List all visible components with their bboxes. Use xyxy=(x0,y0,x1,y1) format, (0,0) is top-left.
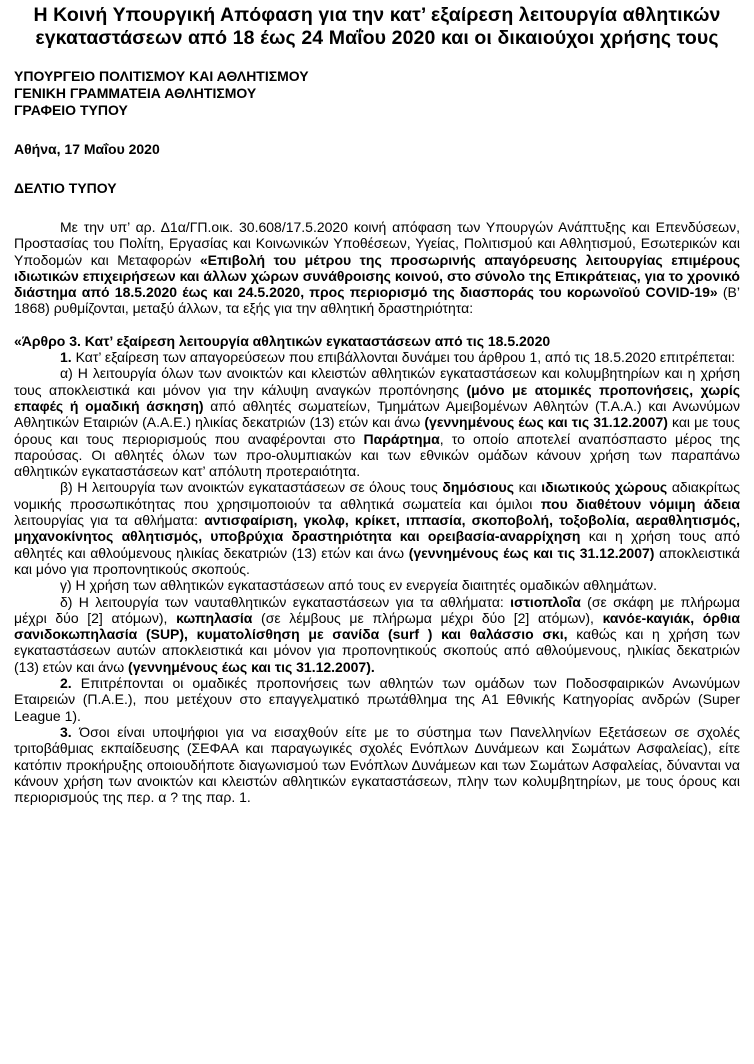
paragraph-2-number: 2. xyxy=(60,675,72,692)
clause-a-bold-3: Παράρτημα xyxy=(363,430,440,447)
clause-b-bold-2: ιδιωτικούς χώρους xyxy=(541,479,668,496)
clause-d-text-2: (σε σκάφη με πλήρωμα μέχρι δύο [2] ατόμων), xyxy=(14,593,741,626)
paragraph-1 xyxy=(14,349,740,365)
intro-text-1: Με την υπ’ αρ. Δ1α/ΓΠ.οικ. 30.608/17.5.2020 κοινή απόφαση των Υπουργών Ανάπτυξης και Επενδύσεων, Προστασίας του Πολίτη, Εργασίας και Κοινωνικών Υποθέσεων, Υγείας, Πολιτισμού και Αθλητισμού, Εσωτερικών και Υποδομών και Μεταφορών xyxy=(14,219,740,268)
clause-d xyxy=(14,594,740,675)
clause-d-bold-2: κωπηλασία xyxy=(176,609,253,626)
clause-a-text-1: α) Η λειτουργία όλων των ανοικτών και κλειστών αθλητικών εγκαταστάσεων και κολυμβητηρίων και η χρήση τους αποκλειστικά και μόνον για την κάλυψη αναγκών προπόνησης xyxy=(14,365,740,398)
clause-a-text-2: από αθλητές σωματείων, Τμημάτων Αμειβομένων Αθλητών (Τ.Α.Α.) και Ανωνύμων Αθλητικών Εταιριών (Α.Α.Ε.) ηλικίας δεκατριών (13) ετών και άνω xyxy=(14,397,740,431)
clause-a-text-4: , το οποίο αποτελεί αναπόσπαστο μέρος της παρούσας. Οι αθλητές όλων των προ-ολυμπιακών και των εθνικών ομάδων κάνουν χρήση των παραπάνω αθλητικών εγκαταστάσεων κατ’ απόλυτη προτεραιότητα. xyxy=(14,430,740,480)
ministry-name: ΥΠΟΥΡΓΕΙΟ ΠΟΛΙΤΙΣΜΟΥ ΚΑΙ ΑΘΛΗΤΙΣΜΟΥ xyxy=(14,68,309,84)
clause-b-text-2: και xyxy=(513,479,542,496)
release-date: Αθήνα, 17 Μαΐου 2020 xyxy=(14,141,160,157)
clause-d-text-1: δ) Η λειτουργία των ναυταθλητικών εγκαταστάσεων για τα αθλήματα: xyxy=(60,593,511,610)
intro-paragraph xyxy=(14,219,740,317)
document-type: ΔΕΛΤΙΟ ΤΥΠΟΥ xyxy=(14,180,117,196)
clause-d-bold-1: ιστιοπλοΐα xyxy=(510,593,581,610)
paragraph-1-text: Κατ’ εξαίρεση των απαγορεύσεων που επιβάλλονται δυνάμει του άρθρου 1, από τις 18.5.2020 επιτρέπεται: xyxy=(71,349,735,366)
paragraph-1-number: 1. xyxy=(60,349,72,366)
clause-b-text-6: αποκλειστικά και μόνο για προπονητικούς σκοπούς. xyxy=(14,544,740,577)
clause-b xyxy=(14,479,740,577)
paragraph-2 xyxy=(14,675,740,724)
clause-d-bold-3: κανόε-καγιάκ, όρθια σανιδοκωπηλασία (SUP), κυματολίσθηση με σανίδα (surf ) και θαλάσσιο σκι, xyxy=(14,609,740,643)
clause-c xyxy=(14,577,740,593)
clause-d-text-3: (σε λέμβους με πλήρωμα μέχρι δύο [2] ατόμων), xyxy=(252,609,603,626)
clause-b-text-1: β) Η λειτουργία των ανοικτών εγκαταστάσεων σε όλους τους xyxy=(60,479,443,496)
clause-b-text-5: και η χρήση τους από αθλητές και αθλούμενους ηλικίας δεκατριών (13) ετών και άνω xyxy=(14,528,741,561)
clause-b-bold-5: (γεννημένους έως και τις 31.12.2007) xyxy=(408,544,655,561)
clause-c-text: γ) Η χρήση των αθλητικών εγκαταστάσεων από τους εν ενεργεία διαιτητές ομαδικών αθλημάτων. xyxy=(60,577,657,594)
intro-text-2: (Β’ 1868) ρυθμίζονται, μεταξύ άλλων, τα εξής για την αθλητική δραστηριότητα: xyxy=(14,284,740,317)
clause-b-text-4: λειτουργίας για τα αθλήματα: xyxy=(14,512,205,529)
clause-a xyxy=(14,365,740,479)
document-title: Η Κοινή Υπουργική Απόφαση για την κατ’ εξαίρεση λειτουργία αθλητικών εγκαταστάσεων από 18 έως 24 Μαΐου 2020 και οι δικαιούχοι χρήσης τους xyxy=(33,4,721,49)
clause-b-bold-4: αντισφαίριση, γκολφ, κρίκετ, ιππασία, σκοποβολή, τοξοβολία, αεραθλητισμός, μηχανοκίνητος αθλητισμός, υποβρύχια δραστηριότητα και ορειβασία-αναρρίχηση xyxy=(14,512,740,545)
article-heading-text: «Άρθρο 3. Κατ’ εξαίρεση λειτουργία αθλητικών εγκαταστάσεων από τις 18.5.2020 xyxy=(14,332,551,349)
article-heading xyxy=(14,333,740,349)
paragraph-3 xyxy=(14,724,740,805)
clause-b-bold-3: που διαθέτουν νόμιμη άδεια xyxy=(540,495,740,512)
clause-d-text-4: καθώς και η χρήση των εγκαταστάσεων αυτών αποκλειστικά και μόνον για προπονητικούς σκοπούς από αθλούμενους, ηλικίας δεκατριών (13) ετών και άνω xyxy=(14,626,740,675)
clause-a-bold-1: (μόνο με ατομικές προπονήσεις, χωρίς επαφές ή ομαδική άσκηση) xyxy=(14,381,740,414)
paragraph-3-number: 3. xyxy=(60,723,72,740)
clause-a-text-3: και με τους όρους και τους περιορισμούς που αναφέρονται στο xyxy=(14,414,741,447)
clause-b-text-3: αδιακρίτως νομικής προσωπικότητας που χρησιμοποιούν τα αθλητικά σωματεία και όμιλοι xyxy=(14,479,740,512)
clause-b-bold-1: δημόσιους xyxy=(442,479,514,496)
clause-d-bold-4: (γεννημένους έως και τις 31.12.2007). xyxy=(128,658,375,675)
press-office-name: ΓΡΑΦΕΙΟ ΤΥΠΟΥ xyxy=(14,102,128,118)
paragraph-3-text: Όσοι είναι υποψήφιοι για να εισαχθούν είτε με το σύστημα των Πανελληνίων Εξετάσεων σε σχολές τριτοβάθμιας εκπαίδευσης (ΣΕΦΑΑ και παραγωγικές σχολές Ενόπλων Δυνάμεων και Σωμάτων Ασφαλείας), είτε κατόπιν προκήρυξης οποιουδήποτε διαγωνισμού των Ενόπλων Δυνάμεων και των Σωμάτων Ασφαλείας, δύνανται να κάνουν χρήση των ανοικτών και κλειστών αθλητικών εγκαταστάσεων, πλην των κολυμβητηρίων, με τους όρους και περιορισμούς της περ. α ? της παρ. 1. xyxy=(14,723,740,806)
decision-title: «Επιβολή του μέτρου της προσωρινής απαγόρευσης λειτουργίας επιμέρους ιδιωτικών επιχειρήσεων και άλλων χώρων συνάθροισης κοινού, στο σύνολο της Επικράτειας, για το χρονικό διάστημα από 18.5.2020 έως και 24.5.2020, προς περιορισμό της διασποράς του κορωνοϊού COVID-19» xyxy=(14,251,740,301)
secretariat-name: ΓΕΝΙΚΗ ΓΡΑΜΜΑΤΕΙΑ ΑΘΛΗΤΙΣΜΟΥ xyxy=(14,85,257,101)
clause-a-bold-2: (γεννημένους έως και τις 31.12.2007) xyxy=(424,414,668,431)
paragraph-2-text: Επιτρέπονται οι ομαδικές προπονήσεις των αθλητών των ομάδων των Ποδοσφαιρικών Ανωνύμων Εταιρειών (Π.Α.Ε.), που μετέχουν στο επαγγελματικό πρωτάθλημα της Α1 Εθνικής Κατηγορίας ανδρών (Super League 1). xyxy=(14,675,740,724)
